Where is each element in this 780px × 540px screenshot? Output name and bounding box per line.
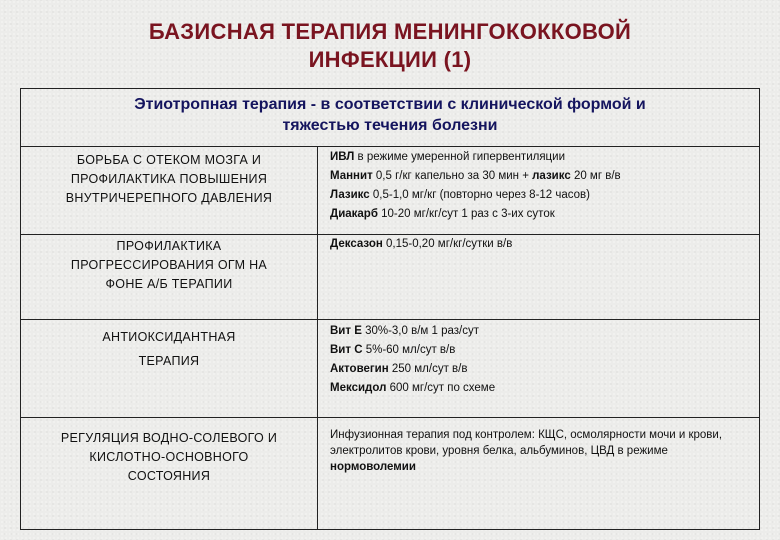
drug-name: Вит С: [330, 344, 363, 356]
dosage-text: 0,15-0,20 мг/кг/сутки в/в: [382, 238, 513, 250]
treatment-line: [330, 360, 752, 379]
row-2-category-line: ФОНЕ А/Б ТЕРАПИИ: [105, 277, 233, 291]
drug-name: Мексидол: [330, 382, 387, 394]
row-2-category-line: ПРОГРЕССИРОВАНИЯ ОГМ НА: [70, 258, 268, 272]
row-3-category: [21, 325, 317, 373]
row-1-category-line: ВНУТРИЧЕРЕПНОГО ДАВЛЕНИЯ: [65, 191, 273, 205]
dosage-text: 10-20 мг/кг/сут 1 раз с 3-их суток: [377, 208, 555, 220]
treatment-line: [330, 148, 752, 167]
row-divider-2: [21, 319, 759, 320]
therapy-table: [20, 88, 760, 530]
treatment-line: [330, 322, 752, 341]
row-4-category-line: СОСТОЯНИЯ: [127, 469, 211, 483]
column-divider: [317, 147, 318, 529]
row-4-category-line: РЕГУЛЯЦИЯ ВОДНО-СОЛЕВОГО И: [60, 431, 278, 445]
row-3-treatment: [330, 322, 752, 398]
drug-name: Диакарб: [330, 208, 378, 220]
dosage-text: 0,5 г/кг капельно за 30 мин +: [372, 170, 533, 182]
row-1-category-line: БОРЬБА С ОТЕКОМ МОЗГА И: [76, 153, 262, 167]
drug-name: Маннит: [330, 170, 373, 182]
slide-title-line-2: ИНФЕКЦИИ (1): [308, 47, 472, 72]
row-2-category: [21, 237, 317, 294]
slide-title-line-1: БАЗИСНАЯ ТЕРАПИЯ МЕНИНГОКОККОВОЙ: [148, 19, 632, 44]
dosage-text: в режиме умеренной гипервентиляции: [354, 151, 565, 163]
dosage-text: 30%-3,0 в/м 1 раз/сут: [361, 325, 479, 337]
normovolemia-term: нормоволемии: [330, 461, 416, 473]
treatment-line: [330, 341, 752, 360]
treatment-line: [330, 186, 752, 205]
drug-name: Дексазон: [330, 238, 383, 250]
row-4-category-line: КИСЛОТНО-ОСНОВНОГО: [89, 450, 249, 464]
row-2-category-line: ПРОФИЛАКТИКА: [116, 239, 222, 253]
row-1-category-line: ПРОФИЛАКТИКА ПОВЫШЕНИЯ: [70, 172, 268, 186]
row-2-treatment: [330, 235, 752, 254]
row-1-treatment: [330, 148, 752, 224]
drug-name: Лазикс: [330, 189, 370, 201]
dosage-text: 250 мл/сут в/в: [388, 363, 468, 375]
drug-name: Вит Е: [330, 325, 362, 337]
treatment-line: [330, 205, 752, 224]
row-divider-3: [21, 417, 759, 418]
row-4-category: [21, 429, 317, 486]
treatment-line: [330, 379, 752, 398]
row-4-treatment: [330, 427, 752, 475]
dosage-text: 600 мг/сут по схеме: [386, 382, 496, 394]
drug-name: лазикс: [532, 170, 571, 182]
infusion-text: Инфузионная терапия под контролем: КЩС, осмолярности мочи и крови, электролитов крови, уровня белка, альбуминов, ЦВД в режиме: [330, 429, 723, 457]
slide-title: [40, 18, 740, 74]
row-3-category-line: АНТИОКСИДАНТНАЯ: [102, 330, 236, 344]
dosage-text: 20 мг в/в: [570, 170, 621, 182]
treatment-line: [330, 235, 752, 254]
table-header-line-2: тяжестью течения болезни: [282, 117, 498, 134]
treatment-paragraph: [330, 427, 752, 475]
dosage-text: 0,5-1,0 мг/кг (повторно через 8-12 часов): [369, 189, 590, 201]
row-3-category-line: ТЕРАПИЯ: [138, 354, 200, 368]
table-header: [21, 89, 759, 147]
drug-name: ИВЛ: [330, 151, 355, 163]
row-1-category: [21, 151, 317, 208]
drug-name: Актовегин: [330, 363, 389, 375]
treatment-line: [330, 167, 752, 186]
dosage-text: 5%-60 мл/сут в/в: [362, 344, 456, 356]
table-header-line-1: Этиотропная терапия - в соответствии с клинической формой и: [134, 96, 646, 113]
